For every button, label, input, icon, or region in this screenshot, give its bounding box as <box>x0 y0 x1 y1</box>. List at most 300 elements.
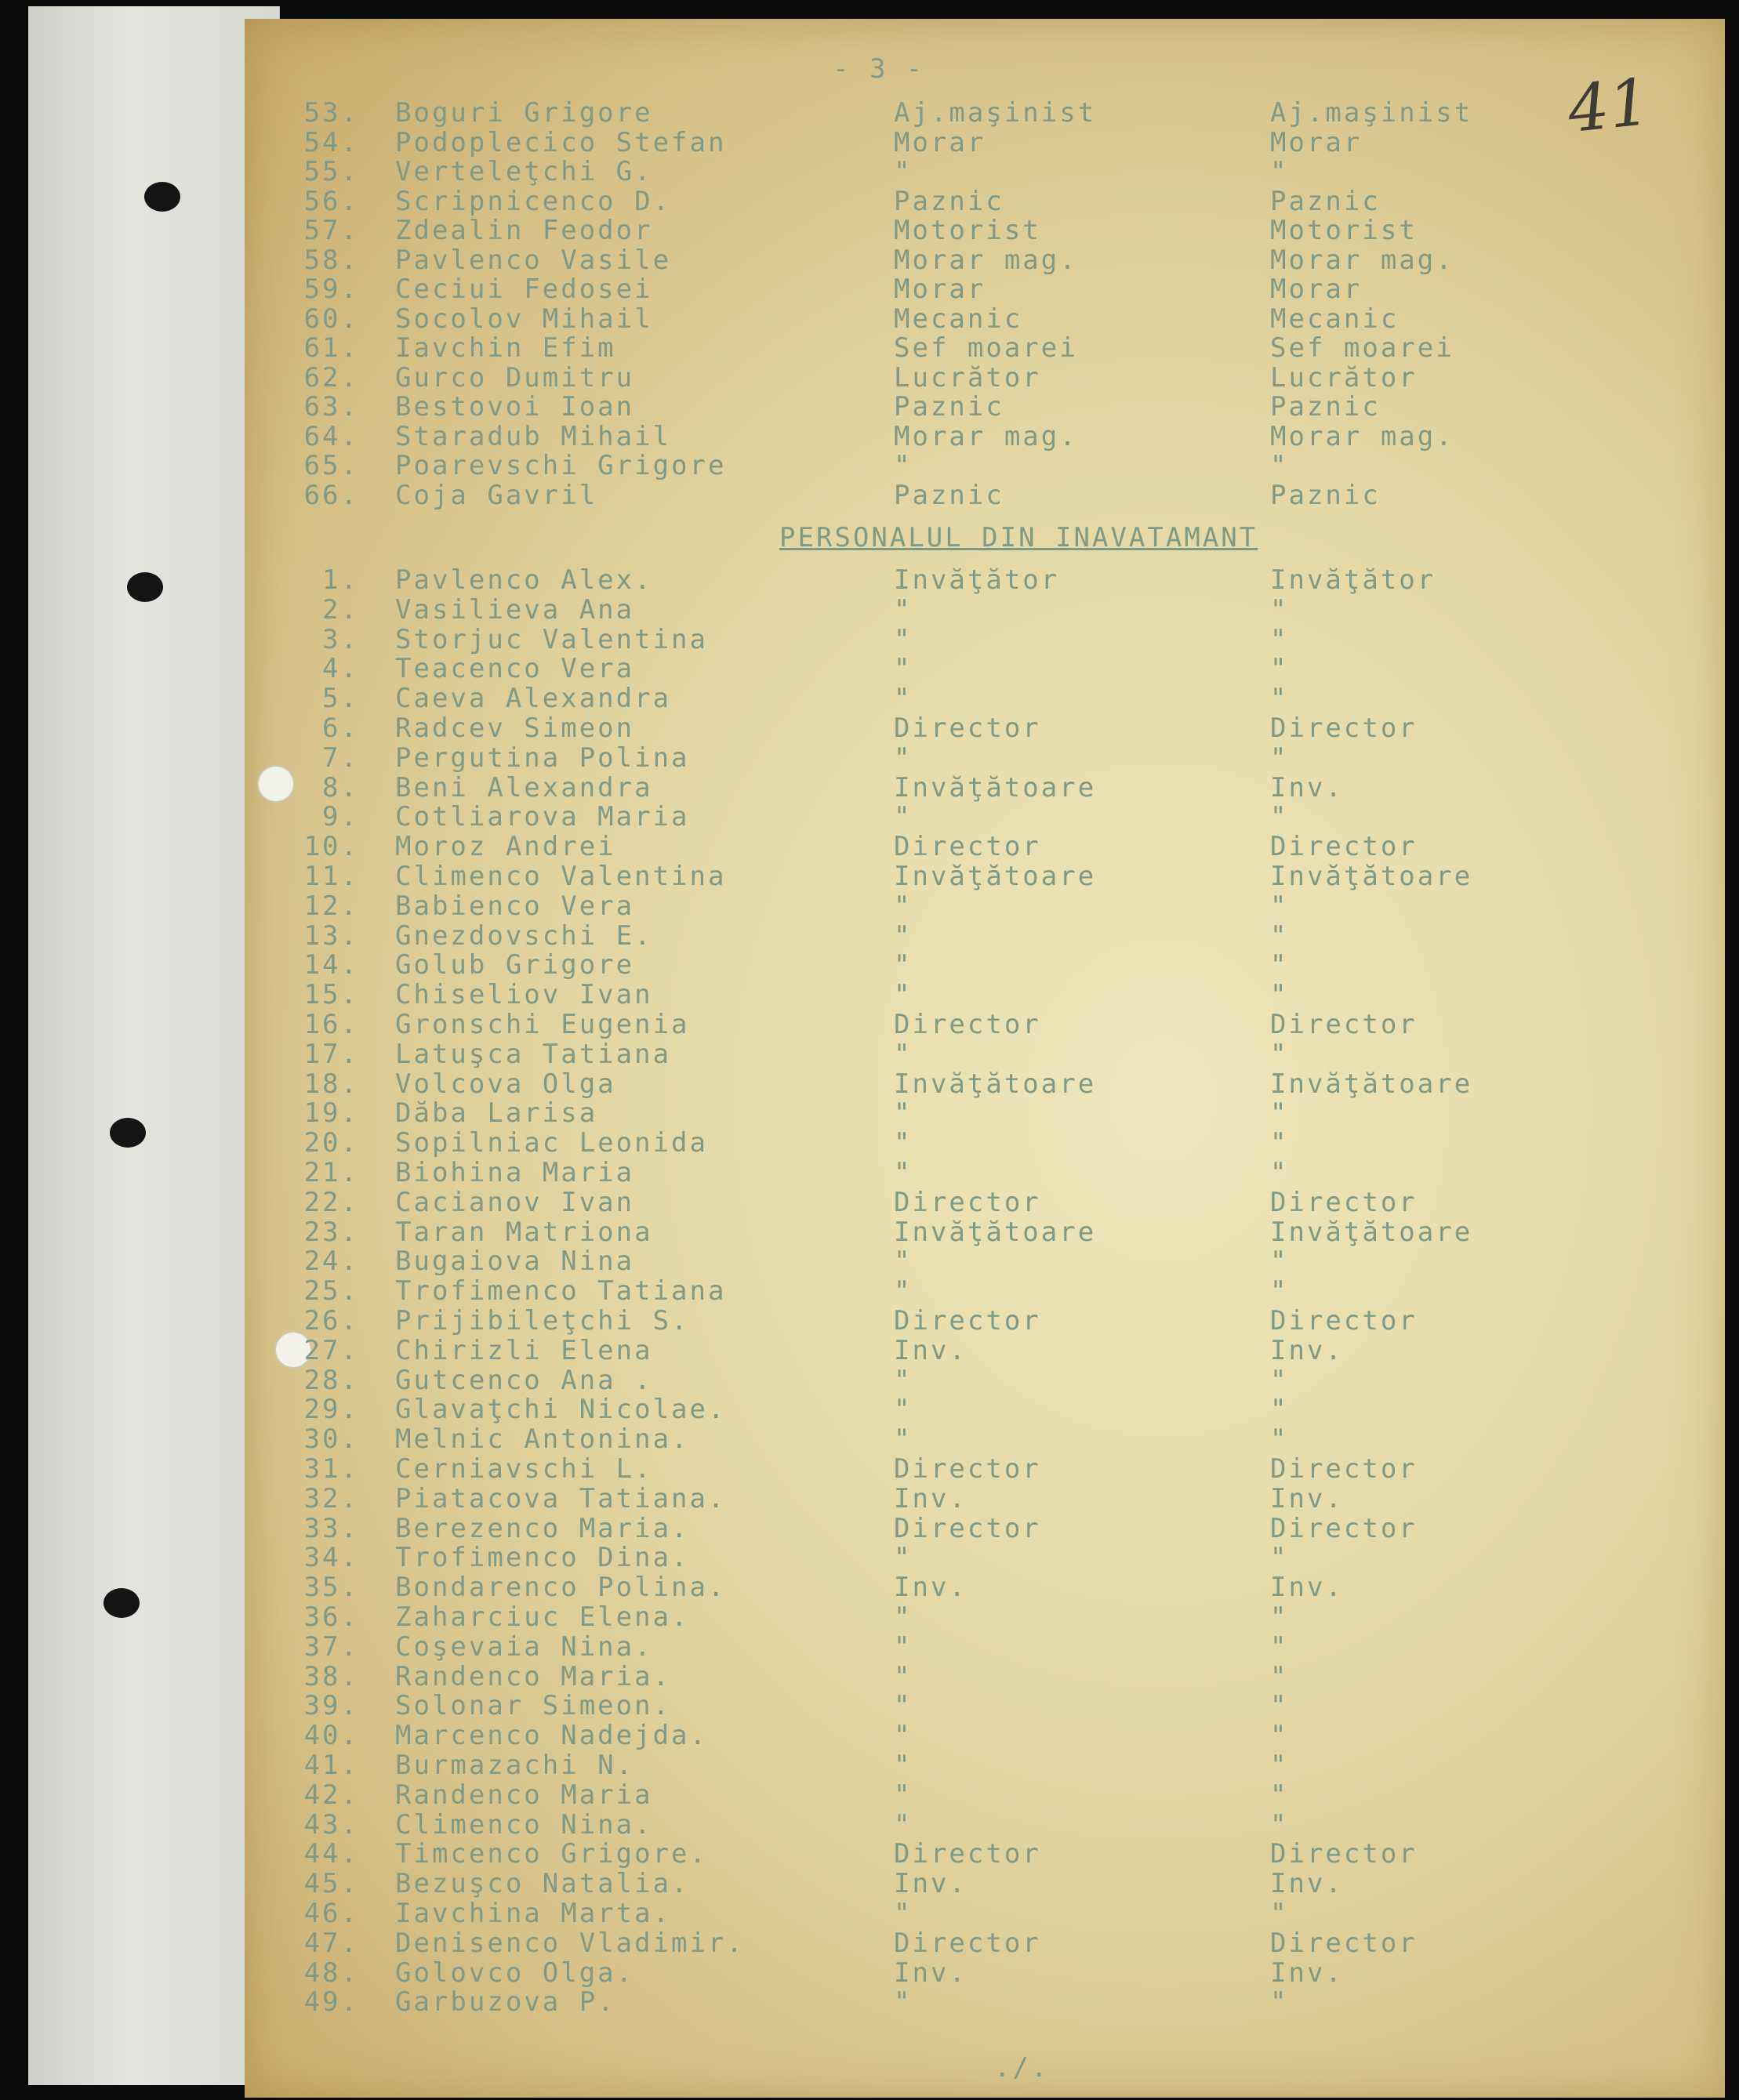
row-number: 48. <box>303 1957 359 1989</box>
position-current: Director <box>1270 1453 1418 1485</box>
position-prior: " <box>894 742 913 774</box>
position-prior: Director <box>894 1838 1041 1870</box>
row-number: 28. <box>303 1364 359 1396</box>
person-name: Golovco Olga. <box>395 1957 635 1989</box>
position-current: " <box>1270 1542 1289 1574</box>
person-name: Denisenco Vladimir. <box>395 1927 745 1959</box>
list-item <box>0 1187 1739 1217</box>
position-prior: " <box>894 801 913 833</box>
person-name: Pavlenco Vasile <box>395 244 672 276</box>
person-name: Ceciui Fedosei <box>395 274 653 305</box>
position-prior: " <box>894 1630 913 1663</box>
position-current: Director <box>1270 1512 1418 1544</box>
position-current: " <box>1270 1157 1289 1188</box>
list-item <box>0 890 1739 920</box>
list-item <box>0 683 1739 713</box>
position-current: " <box>1270 1986 1289 2018</box>
person-name: Beni Alexandra <box>395 771 653 803</box>
position-current: " <box>1270 742 1289 774</box>
position-prior: " <box>894 979 913 1011</box>
person-name: Golub Grigore <box>395 949 635 981</box>
row-number: 14. <box>303 949 359 981</box>
person-name: Berezenco Maria. <box>395 1512 690 1544</box>
person-name: Cacianov Ivan <box>395 1186 635 1218</box>
position-prior: " <box>894 1601 913 1633</box>
position-prior: " <box>894 1808 913 1841</box>
position-prior: " <box>894 1720 913 1752</box>
person-name: Melnic Antonina. <box>395 1424 690 1456</box>
list-item <box>0 1068 1739 1098</box>
position-current: Director <box>1270 1927 1418 1959</box>
person-name: Gronschi Eugenia <box>395 1009 690 1040</box>
list-item <box>0 1898 1739 1928</box>
list-item <box>0 1986 1739 2016</box>
position-prior: Morar <box>894 274 986 305</box>
position-current: " <box>1270 890 1289 922</box>
position-current: " <box>1270 1275 1289 1308</box>
row-number: 63. <box>303 391 359 423</box>
list-item <box>0 713 1739 742</box>
person-name: Cotliarova Maria <box>395 801 690 833</box>
position-current: " <box>1270 1750 1289 1781</box>
position-prior: " <box>894 156 913 187</box>
position-prior: " <box>894 683 913 715</box>
list-item <box>0 1424 1739 1456</box>
position-prior: " <box>894 949 913 981</box>
position-current: " <box>1270 1808 1289 1841</box>
person-name: Chiseliov Ivan <box>395 979 653 1011</box>
position-current: " <box>1270 1660 1289 1692</box>
row-number: 1. <box>322 564 359 596</box>
position-prior: " <box>894 1690 913 1722</box>
person-name: Socolov Mihail <box>395 303 653 335</box>
row-number: 62. <box>303 361 359 394</box>
position-current: " <box>1270 1720 1289 1752</box>
position-prior: Invăţător <box>894 564 1060 596</box>
position-current: Inv. <box>1270 1957 1344 1989</box>
position-current: " <box>1270 623 1289 655</box>
position-current: " <box>1270 919 1289 952</box>
person-name: Bugaiova Nina <box>395 1246 635 1278</box>
person-name: Timcenco Grigore. <box>395 1838 708 1870</box>
row-number: 7. <box>322 742 359 774</box>
row-number: 20. <box>303 1127 359 1159</box>
row-number: 16. <box>303 1009 359 1040</box>
row-number: 6. <box>322 713 359 744</box>
position-prior: Motorist <box>894 215 1041 246</box>
list-item <box>0 1246 1739 1278</box>
row-number: 33. <box>303 1512 359 1544</box>
row-number: 44. <box>303 1838 359 1870</box>
row-number: 59. <box>303 274 359 305</box>
row-number: 22. <box>303 1186 359 1218</box>
list-item <box>0 831 1739 861</box>
person-name: Boguri Grigore <box>395 97 653 129</box>
list-item <box>0 1394 1739 1424</box>
position-prior: Inv. <box>894 1334 968 1366</box>
row-number: 46. <box>303 1898 359 1929</box>
person-name: Randenco Maria <box>395 1779 653 1811</box>
position-current: Paznic <box>1270 479 1381 511</box>
position-prior: Lucrător <box>894 361 1041 394</box>
list-item <box>0 1305 1739 1335</box>
position-current: " <box>1270 1097 1289 1130</box>
list-item <box>0 421 1739 451</box>
position-prior: Director <box>894 1512 1041 1544</box>
position-current: " <box>1270 949 1289 981</box>
position-current: Inv. <box>1270 1482 1344 1514</box>
continuation-mark: ./. <box>994 2052 1050 2084</box>
position-current: Inv. <box>1270 771 1344 803</box>
position-prior: Inv. <box>894 1572 968 1604</box>
person-name: Verteleţchi G. <box>395 156 653 187</box>
row-number: 12. <box>303 890 359 922</box>
position-current: Invăţătoare <box>1270 861 1473 892</box>
position-current: " <box>1270 1246 1289 1278</box>
row-number: 58. <box>303 244 359 276</box>
person-name: Podoplecico Stefan <box>395 126 727 158</box>
position-current: Inv. <box>1270 1572 1344 1604</box>
position-current: " <box>1270 1038 1289 1070</box>
position-current: " <box>1270 1690 1289 1722</box>
row-number: 32. <box>303 1482 359 1514</box>
position-prior: Director <box>894 1927 1041 1959</box>
position-current: " <box>1270 801 1289 833</box>
list-item <box>0 1009 1739 1039</box>
person-name: Trofimenco Tatiana <box>395 1275 727 1308</box>
person-name: Iavchin Efim <box>395 332 616 364</box>
row-number: 64. <box>303 420 359 452</box>
person-name: Garbuzova P. <box>395 1986 616 2018</box>
row-number: 30. <box>303 1424 359 1456</box>
row-number: 25. <box>303 1275 359 1308</box>
position-prior: Inv. <box>894 1482 968 1514</box>
person-name: Cerniavschi L. <box>395 1453 653 1485</box>
row-number: 21. <box>303 1157 359 1188</box>
position-current: Director <box>1270 1838 1418 1870</box>
page-number: - 3 - <box>833 53 925 85</box>
position-current: " <box>1270 450 1289 481</box>
position-prior: " <box>894 1750 913 1781</box>
position-prior: Morar <box>894 126 986 158</box>
list-item <box>0 1275 1739 1308</box>
position-prior: " <box>894 1986 913 2018</box>
list-item <box>0 362 1739 392</box>
list-item <box>0 564 1739 594</box>
row-number: 36. <box>303 1601 359 1633</box>
list-item <box>0 1720 1739 1750</box>
list-item <box>0 1690 1739 1720</box>
list-item <box>0 1127 1739 1157</box>
person-name: Pergutina Polina <box>395 742 690 774</box>
position-prior: Director <box>894 1305 1041 1337</box>
position-prior: " <box>894 1038 913 1070</box>
list-item <box>0 1335 1739 1365</box>
person-name: Zdealin Feodor <box>395 215 653 246</box>
row-number: 40. <box>303 1720 359 1752</box>
row-number: 43. <box>303 1808 359 1841</box>
position-prior: Director <box>894 1453 1041 1485</box>
list-item <box>0 274 1739 303</box>
position-current: " <box>1270 156 1289 187</box>
list-item <box>0 742 1739 772</box>
row-number: 53. <box>303 97 359 129</box>
position-current: " <box>1270 979 1289 1011</box>
row-number: 2. <box>322 593 359 626</box>
person-name: Solonar Simeon. <box>395 1690 672 1722</box>
list-item <box>0 127 1739 157</box>
position-prior: " <box>894 1275 913 1308</box>
row-number: 29. <box>303 1394 359 1426</box>
person-name: Sopilniac Leonida <box>395 1127 708 1159</box>
position-current: Morar <box>1270 274 1363 305</box>
position-prior: " <box>894 1779 913 1811</box>
person-name: Bondarenco Polina. <box>395 1572 727 1604</box>
person-name: Bestovoi Ioan <box>395 391 635 423</box>
row-number: 17. <box>303 1038 359 1070</box>
list-item <box>0 1097 1739 1130</box>
list-item <box>0 303 1739 333</box>
row-number: 35. <box>303 1572 359 1604</box>
position-current: Motorist <box>1270 215 1418 246</box>
row-number: 41. <box>303 1750 359 1781</box>
position-current: Paznic <box>1270 391 1381 423</box>
position-current: " <box>1270 1898 1289 1929</box>
list-item <box>0 1365 1739 1395</box>
row-number: 34. <box>303 1542 359 1574</box>
row-number: 3. <box>322 623 359 655</box>
list-item <box>0 1661 1739 1691</box>
position-current: Inv. <box>1270 1868 1344 1900</box>
position-current: " <box>1270 1364 1289 1396</box>
row-number: 61. <box>303 332 359 364</box>
position-prior: " <box>894 1660 913 1692</box>
list-item <box>0 1957 1739 1987</box>
position-prior: " <box>894 919 913 952</box>
list-item <box>0 1779 1739 1809</box>
list-item <box>0 1157 1739 1187</box>
position-current: Aj.maşinist <box>1270 97 1473 129</box>
row-number: 37. <box>303 1630 359 1663</box>
row-number: 15. <box>303 979 359 1011</box>
row-number: 27. <box>303 1334 359 1366</box>
person-name: Dăba Larisa <box>395 1097 598 1130</box>
position-current: Director <box>1270 1305 1418 1337</box>
list-item <box>0 594 1739 624</box>
person-name: Teacenco Vera <box>395 653 635 685</box>
list-item <box>0 949 1739 979</box>
position-current: " <box>1270 1127 1289 1159</box>
position-prior: Invăţătoare <box>894 771 1097 803</box>
position-current: Director <box>1270 1009 1418 1040</box>
position-current: Lucrător <box>1270 361 1418 394</box>
list-item <box>0 1513 1739 1543</box>
list-item <box>0 156 1739 186</box>
list-item <box>0 1572 1739 1604</box>
row-number: 49. <box>303 1986 359 2018</box>
person-name: Coja Gavril <box>395 479 598 511</box>
row-number: 8. <box>322 771 359 803</box>
person-name: Marcenco Nadejda. <box>395 1720 708 1752</box>
person-name: Glavaţchi Nicolae. <box>395 1394 727 1426</box>
position-prior: " <box>894 1246 913 1278</box>
row-number: 45. <box>303 1868 359 1900</box>
position-prior: " <box>894 593 913 626</box>
person-name: Burmazachi N. <box>395 1750 635 1781</box>
person-name: Iavchina Marta. <box>395 1898 672 1929</box>
position-prior: Inv. <box>894 1868 968 1900</box>
position-current: Director <box>1270 831 1418 863</box>
position-prior: " <box>894 890 913 922</box>
list-item <box>0 97 1739 127</box>
list-item <box>0 186 1739 216</box>
position-prior: " <box>894 450 913 481</box>
list-item <box>0 772 1739 802</box>
row-number: 13. <box>303 919 359 952</box>
person-name: Biohina Maria <box>395 1157 635 1188</box>
list-item <box>0 1039 1739 1068</box>
list-item <box>0 332 1739 362</box>
position-current: Invăţător <box>1270 564 1436 596</box>
position-current: Director <box>1270 713 1418 744</box>
row-number: 5. <box>322 683 359 715</box>
position-current: Sef moarei <box>1270 332 1454 364</box>
position-prior: Director <box>894 1009 1041 1040</box>
position-prior: Director <box>894 1186 1041 1218</box>
person-name: Latuşca Tatiana <box>395 1038 672 1070</box>
list-item <box>0 450 1739 480</box>
position-prior: Invăţătoare <box>894 861 1097 892</box>
list-item <box>0 245 1739 274</box>
position-current: " <box>1270 1779 1289 1811</box>
position-current: " <box>1270 593 1289 626</box>
position-prior: " <box>894 1542 913 1574</box>
row-number: 42. <box>303 1779 359 1811</box>
list-item <box>0 1542 1739 1572</box>
position-current: Mecanic <box>1270 303 1400 335</box>
position-prior: Director <box>894 713 1041 744</box>
list-item <box>0 979 1739 1009</box>
position-prior: Morar mag. <box>894 420 1078 452</box>
position-prior: Director <box>894 831 1041 863</box>
row-number: 60. <box>303 303 359 335</box>
person-name: Volcova Olga <box>395 1068 616 1100</box>
person-name: Staradub Mihail <box>395 420 672 452</box>
position-current: Invăţătoare <box>1270 1068 1473 1100</box>
person-name: Bezuşco Natalia. <box>395 1868 690 1900</box>
person-name: Gutcenco Ana . <box>395 1364 653 1396</box>
position-prior: Sef moarei <box>894 332 1078 364</box>
position-prior: Morar mag. <box>894 244 1078 276</box>
position-prior: " <box>894 1424 913 1456</box>
list-item <box>0 1631 1739 1661</box>
position-current: " <box>1270 1394 1289 1426</box>
section-title: PERSONALUL DIN INAVATAMANT <box>779 522 1258 553</box>
list-item <box>0 801 1739 831</box>
position-prior: Inv. <box>894 1957 968 1989</box>
row-number: 47. <box>303 1927 359 1959</box>
position-current: Morar <box>1270 126 1363 158</box>
list-item <box>0 1453 1739 1483</box>
position-prior: Invăţătoare <box>894 1068 1097 1100</box>
list-item <box>0 861 1739 890</box>
row-number: 56. <box>303 185 359 217</box>
row-number: 57. <box>303 215 359 246</box>
position-current: Director <box>1270 1186 1418 1218</box>
list-item <box>0 391 1739 421</box>
position-current: " <box>1270 1630 1289 1663</box>
person-name: Storjuc Valentina <box>395 623 708 655</box>
person-name: Taran Matriona <box>395 1216 653 1248</box>
person-name: Zaharciuc Elena. <box>395 1601 690 1633</box>
position-current: " <box>1270 1601 1289 1633</box>
list-item <box>0 1928 1739 1957</box>
position-prior: Invăţătoare <box>894 1216 1097 1248</box>
row-number: 18. <box>303 1068 359 1100</box>
row-number: 9. <box>322 801 359 833</box>
person-name: Moroz Andrei <box>395 831 616 863</box>
position-current: " <box>1270 683 1289 715</box>
position-current: " <box>1270 653 1289 685</box>
list-item <box>0 1601 1739 1631</box>
row-number: 11. <box>303 861 359 892</box>
person-name: Radcev Simeon <box>395 713 635 744</box>
person-name: Gurco Dumitru <box>395 361 635 394</box>
list-item <box>0 1217 1739 1246</box>
position-prior: Aj.maşinist <box>894 97 1097 129</box>
handwritten-folio-number: 41 <box>1564 64 1654 148</box>
position-prior: Mecanic <box>894 303 1023 335</box>
row-number: 26. <box>303 1305 359 1337</box>
list-item <box>0 1750 1739 1779</box>
position-prior: " <box>894 1898 913 1929</box>
position-current: Morar mag. <box>1270 244 1454 276</box>
row-number: 10. <box>303 831 359 863</box>
list-item <box>0 215 1739 245</box>
list-item <box>0 653 1739 683</box>
position-prior: " <box>894 653 913 685</box>
position-current: Morar mag. <box>1270 420 1454 452</box>
list-item <box>0 1483 1739 1513</box>
row-number: 31. <box>303 1453 359 1485</box>
person-name: Prijibileţchi S. <box>395 1305 690 1337</box>
position-prior: Paznic <box>894 479 1004 511</box>
row-number: 19. <box>303 1097 359 1130</box>
person-name: Gnezdovschi E. <box>395 919 653 952</box>
row-number: 54. <box>303 126 359 158</box>
list-item <box>0 1868 1739 1898</box>
person-name: Babienco Vera <box>395 890 635 922</box>
row-number: 23. <box>303 1216 359 1248</box>
position-current: Paznic <box>1270 185 1381 217</box>
person-name: Randenco Maria. <box>395 1660 672 1692</box>
person-name: Pavlenco Alex. <box>395 564 653 596</box>
person-name: Chirizli Elena <box>395 1334 653 1366</box>
row-number: 38. <box>303 1660 359 1692</box>
row-number: 55. <box>303 156 359 187</box>
person-name: Scripnicenco D. <box>395 185 672 217</box>
person-name: Piatacova Tatiana. <box>395 1482 727 1514</box>
position-prior: " <box>894 623 913 655</box>
person-name: Climenco Nina. <box>395 1808 653 1841</box>
list-item <box>0 1838 1739 1868</box>
position-prior: Paznic <box>894 185 1004 217</box>
list-item <box>0 1809 1739 1839</box>
person-name: Poarevschi Grigore <box>395 450 727 481</box>
position-current: Invăţătoare <box>1270 1216 1473 1248</box>
position-prior: " <box>894 1097 913 1130</box>
row-number: 65. <box>303 450 359 481</box>
